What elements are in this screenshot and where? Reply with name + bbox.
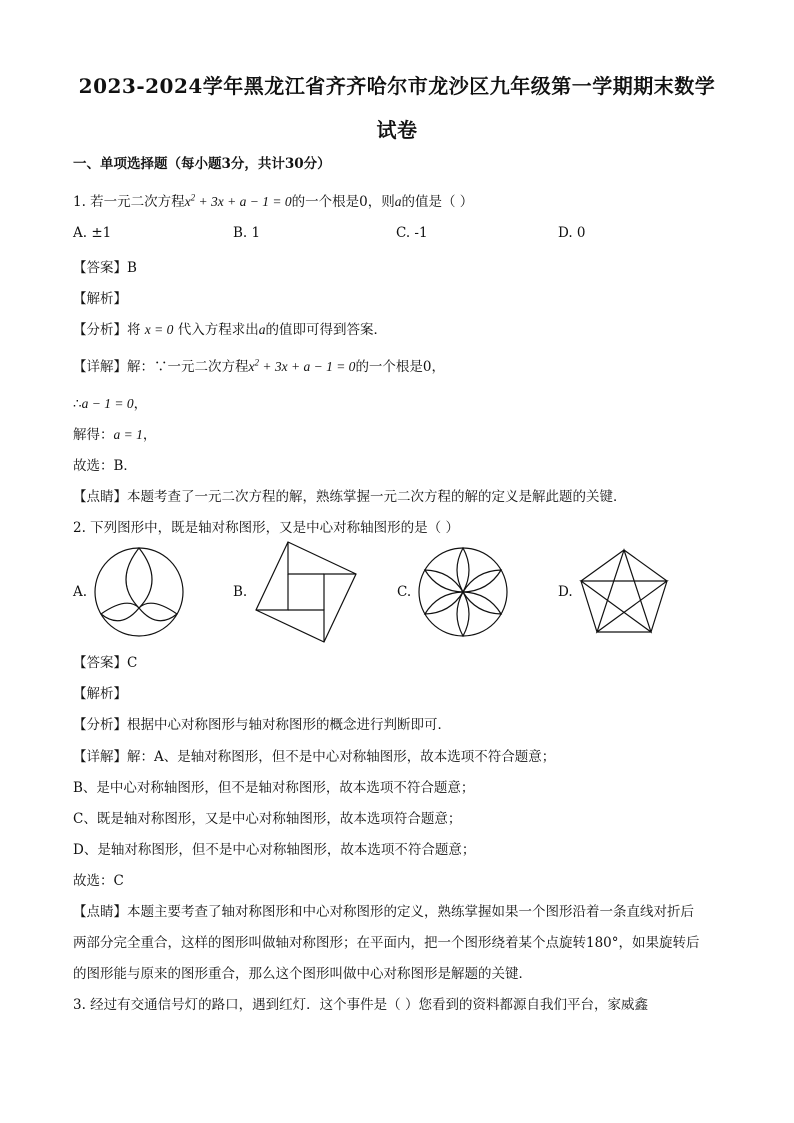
fig-label-a: A. (73, 584, 88, 600)
fenxi-pre: 将 (127, 322, 141, 338)
q2-comment (73, 900, 694, 920)
fenxi-mid: 代入方程求出 (177, 322, 259, 338)
page-title-line2: 试卷 (376, 118, 418, 142)
comment-tag: 【点睛】 (73, 904, 127, 920)
step1-eq: a − 1 = 0 (81, 396, 134, 411)
q1-var: a (394, 194, 402, 209)
step2-pre: 解得： (73, 427, 114, 443)
detail-tag: 【详解】 (73, 749, 127, 765)
q2-detail-c: C、既是轴对称图形，又是中心对称轴图形，故本选项符合题意； (73, 811, 462, 827)
fenxi-eq: x = 0 (144, 322, 174, 337)
fenxi-post: 的值即可得到答案． (265, 322, 387, 338)
q2-fenxi (73, 713, 451, 733)
fig-label-b: B. (233, 584, 248, 600)
q2-comment-2: 两部分完全重合，这样的图形叫做轴对称图形；在平面内，把一个图形绕着某个点旋转180°，如果旋转后 (73, 935, 700, 951)
fenxi-tag: 【分析】 (73, 322, 127, 338)
q1-answer (73, 256, 137, 276)
figure-b-pinwheel (254, 540, 358, 644)
q1-fenxi (73, 318, 387, 338)
q2-choose: 故选：C (73, 873, 124, 889)
q1-option-b: B. 1 (233, 225, 261, 241)
question-3-stem: 3. 经过有交通信号灯的路口，遇到红灯．这个事件是（ ）您看到的资料都源自我们平台，家威鑫 (73, 997, 648, 1013)
answer-tag: 【答案】 (73, 260, 127, 276)
q1-choose: 故选：B． (73, 458, 137, 474)
step1-post: ， (133, 396, 148, 412)
q1-detail (73, 355, 445, 375)
q1-option-a: A. ±1 (73, 225, 112, 241)
fig-label-d: D. (558, 584, 573, 600)
q1-comment (73, 485, 627, 505)
question-1-stem (73, 190, 473, 210)
detail-pre: 解：∵一元二次方程 (127, 359, 249, 375)
q1-option-d: D. 0 (558, 225, 586, 241)
step2-post: ， (142, 427, 157, 443)
q2-answer (73, 651, 137, 671)
figure-a-trefoil (93, 546, 185, 638)
detail-eq: $x^2 + 3x + a - 1 = 0$ (248, 357, 356, 374)
step2-eq: a = 1 (113, 427, 143, 442)
section-heading: 一、单项选择题（每小题3分，共计30分） (73, 156, 331, 172)
comment-text: 本题考查了一元二次方程的解，熟练掌握一元二次方程的解的定义是解此题的关键． (127, 489, 627, 505)
q2-analysis-tag: 【解析】 (73, 686, 127, 702)
q1-option-c: C. -1 (396, 225, 428, 241)
q1-analysis-tag: 【解析】 (73, 291, 127, 307)
q1-step-1 (73, 392, 147, 412)
figure-d-pentagram (579, 548, 669, 634)
q2-comment-3: 的图形能与原来的图形重合，那么这个图形叫做中心对称图形是解题的关键． (73, 966, 532, 982)
answer-tag: 【答案】 (73, 655, 127, 671)
answer-value: C (127, 655, 138, 671)
answer-value: B (127, 260, 137, 276)
comment-text-1: 本题主要考查了轴对称图形和中心对称图形的定义，熟练掌握如果一个图形沿着一条直线对折后 (127, 904, 694, 920)
q1-step-2 (73, 423, 156, 443)
figure-c-flower (417, 546, 509, 638)
q2-detail-a (73, 745, 555, 765)
question-2-stem: 2. 下列图形中，既是轴对称图形，又是中心对称轴图形的是（ ） (73, 520, 459, 536)
q1-stem-post: 的值是（ ） (401, 194, 474, 210)
q1-stem-pre: 1. 若一元二次方程 (73, 194, 185, 210)
q1-stem-mid: 的一个根是0，则 (291, 194, 395, 210)
q1-equation: $x^2 + 3x + a - 1 = 0$ (184, 192, 292, 209)
fenxi-tag: 【分析】 (73, 717, 127, 733)
detail-post: 的一个根是0， (355, 359, 446, 375)
fenxi-text: 根据中心对称图形与轴对称图形的概念进行判断即可． (127, 717, 451, 733)
detail-a-text: 解：A、是轴对称图形，但不是中心对称轴图形，故本选项不符合题意； (127, 749, 556, 765)
fenxi-var: a (258, 322, 266, 337)
step1-pre: ∴ (73, 396, 82, 412)
q2-detail-b: B、是中心对称轴图形，但不是轴对称图形，故本选项不符合题意； (73, 780, 475, 796)
page-title: 2023-2024学年黑龙江省齐齐哈尔市龙沙区九年级第一学期期末数学 (78, 74, 716, 98)
q2-detail-d: D、是轴对称图形，但不是中心对称轴图形，故本选项不符合题意； (73, 842, 476, 858)
detail-tag: 【详解】 (73, 359, 127, 375)
fig-label-c: C. (397, 584, 412, 600)
comment-tag: 【点睛】 (73, 489, 127, 505)
